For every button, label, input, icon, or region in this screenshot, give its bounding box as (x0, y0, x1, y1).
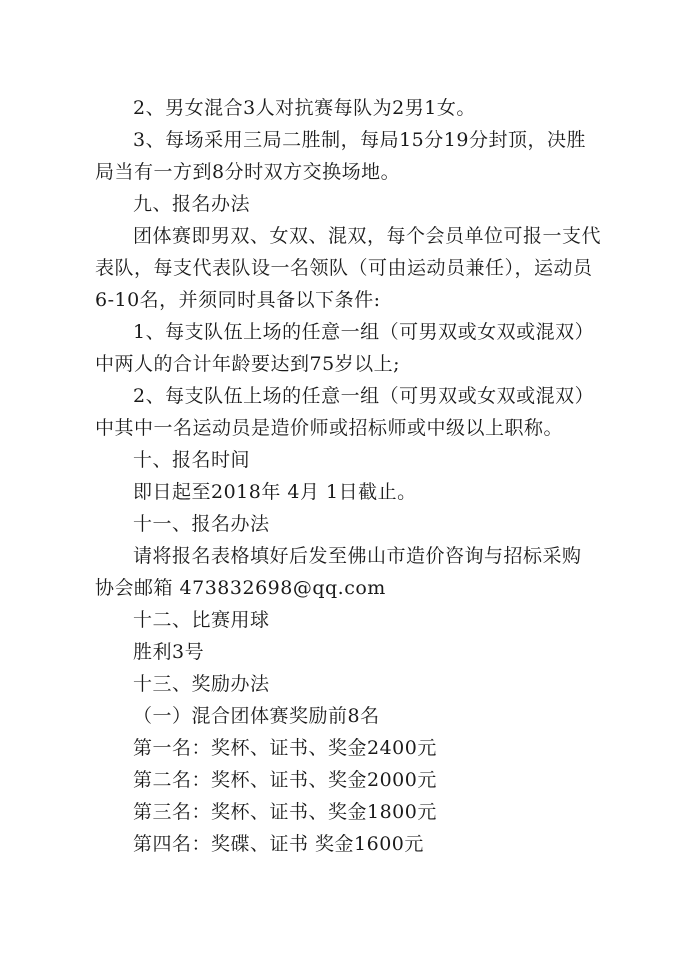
award-subheading: （一）混合团体赛奖励前8名 (133, 705, 380, 727)
registration-deadline: 即日起至2018年 4月 1日截止。 (133, 481, 417, 503)
rule-3-scoring: 3、每场采用三局二胜制，每局15分19分封顶，决胜 (133, 129, 586, 151)
rule-2-team-composition: 2、男女混合3人对抗赛每队为2男1女。 (133, 97, 476, 119)
award-first-place: 第一名：奖杯、证书、奖金2400元 (133, 737, 437, 759)
section-heading-12: 十二、比赛用球 (133, 609, 270, 631)
section-heading-11: 十一、报名办法 (133, 513, 270, 535)
condition-1: 1、每支队伍上场的任意一组（可男双或女双或混双） (133, 321, 595, 343)
section-heading-9: 九、报名办法 (133, 193, 251, 215)
section-heading-10: 十、报名时间 (133, 449, 251, 471)
ball-brand: 胜利3号 (133, 641, 205, 663)
condition-1-cont: 中两人的合计年龄要达到75岁以上; (95, 353, 401, 375)
award-second-place: 第二名：奖杯、证书、奖金2000元 (133, 769, 437, 791)
condition-2: 2、每支队伍上场的任意一组（可男双或女双或混双） (133, 385, 595, 407)
registration-paragraph-cont-1: 表队，每支代表队设一名领队（可由运动员兼任），运动员 (95, 257, 593, 279)
registration-paragraph: 团体赛即男双、女双、混双，每个会员单位可报一支代 (133, 225, 602, 247)
award-third-place: 第三名：奖杯、证书、奖金1800元 (133, 801, 437, 823)
rule-3-scoring-cont: 局当有一方到8分时双方交换场地。 (95, 161, 401, 183)
condition-2-cont: 中其中一名运动员是造价师或招标师或中级以上职称。 (95, 417, 564, 439)
submission-instruction: 请将报名表格填好后发至佛山市造价咨询与招标采购 (133, 545, 582, 567)
section-heading-13: 十三、奖励办法 (133, 673, 270, 695)
registration-paragraph-cont-2: 6-10名，并须同时具备以下条件: (95, 289, 381, 311)
submission-email: 协会邮箱 473832698@qq.com (95, 577, 386, 599)
award-fourth-place: 第四名：奖碟、证书 奖金1600元 (133, 833, 424, 855)
